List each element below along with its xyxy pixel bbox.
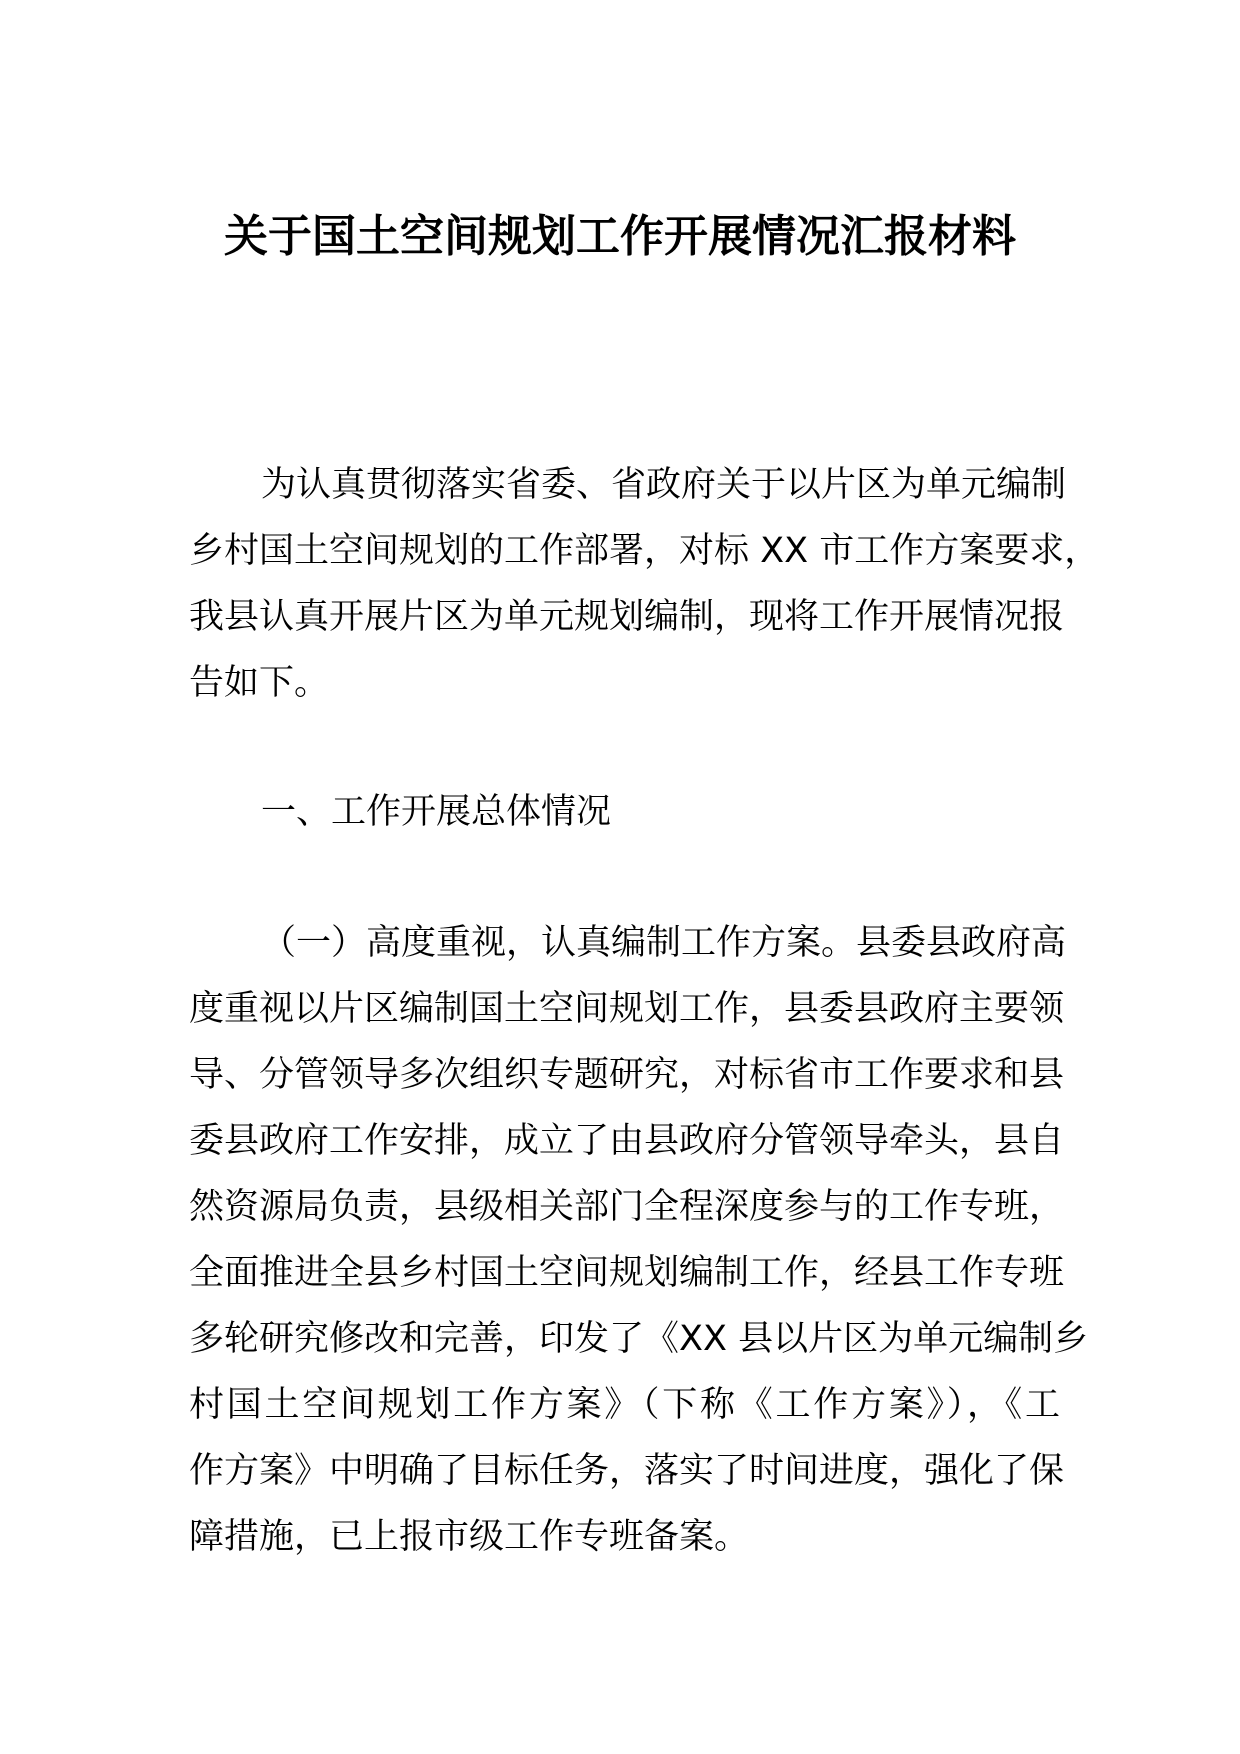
paragraph-line: 村国土空间规划工作方案》（下称《工作方案》），《工 — [189, 1385, 1060, 1425]
subsection-paragraph — [189, 910, 1089, 1570]
paragraph-line: 为认真贯彻落实省委、省政府关于以片区为单元编制 — [261, 465, 1067, 505]
paragraph-line: 导、分管领导多次组织专题研究，对标省市工作要求和县 — [189, 1055, 1065, 1095]
paragraph-line: 全面推进全县乡村国土空间规划编制工作，经县工作专班 — [189, 1253, 1065, 1293]
paragraph-line: 告如下。 — [189, 663, 330, 703]
section-heading — [189, 779, 1060, 845]
section-heading-text: 一、工作开展总体情况 — [261, 792, 612, 832]
paragraph-line: 我县认真开展片区为单元规划编制，现将工作开展情况报 — [189, 597, 1065, 637]
paragraph-line: （一）高度重视，认真编制工作方案。县委县政府高 — [261, 923, 1067, 963]
intro-paragraph — [189, 452, 1100, 716]
paragraph-line: 多轮研究修改和完善，印发了《XX 县以片区为单元编制乡 — [189, 1319, 1089, 1359]
paragraph-line: 乡村国土空间规划的工作部署，对标 XX 市工作方案要求， — [189, 531, 1100, 571]
paragraph-line: 作方案》中明确了目标任务，落实了时间进度，强化了保 — [189, 1451, 1065, 1491]
paragraph-line: 委县政府工作安排，成立了由县政府分管领导牵头，县自 — [189, 1121, 1065, 1161]
paragraph-line: 然资源局负责，县级相关部门全程深度参与的工作专班， — [189, 1187, 1065, 1227]
document-title: 关于国土空间规划工作开展情况汇报材料 — [224, 211, 1016, 262]
paragraph-line: 度重视以片区编制国土空间规划工作，县委县政府主要领 — [189, 989, 1065, 1029]
paragraph-line: 障措施，已上报市级工作专班备案。 — [189, 1517, 750, 1557]
